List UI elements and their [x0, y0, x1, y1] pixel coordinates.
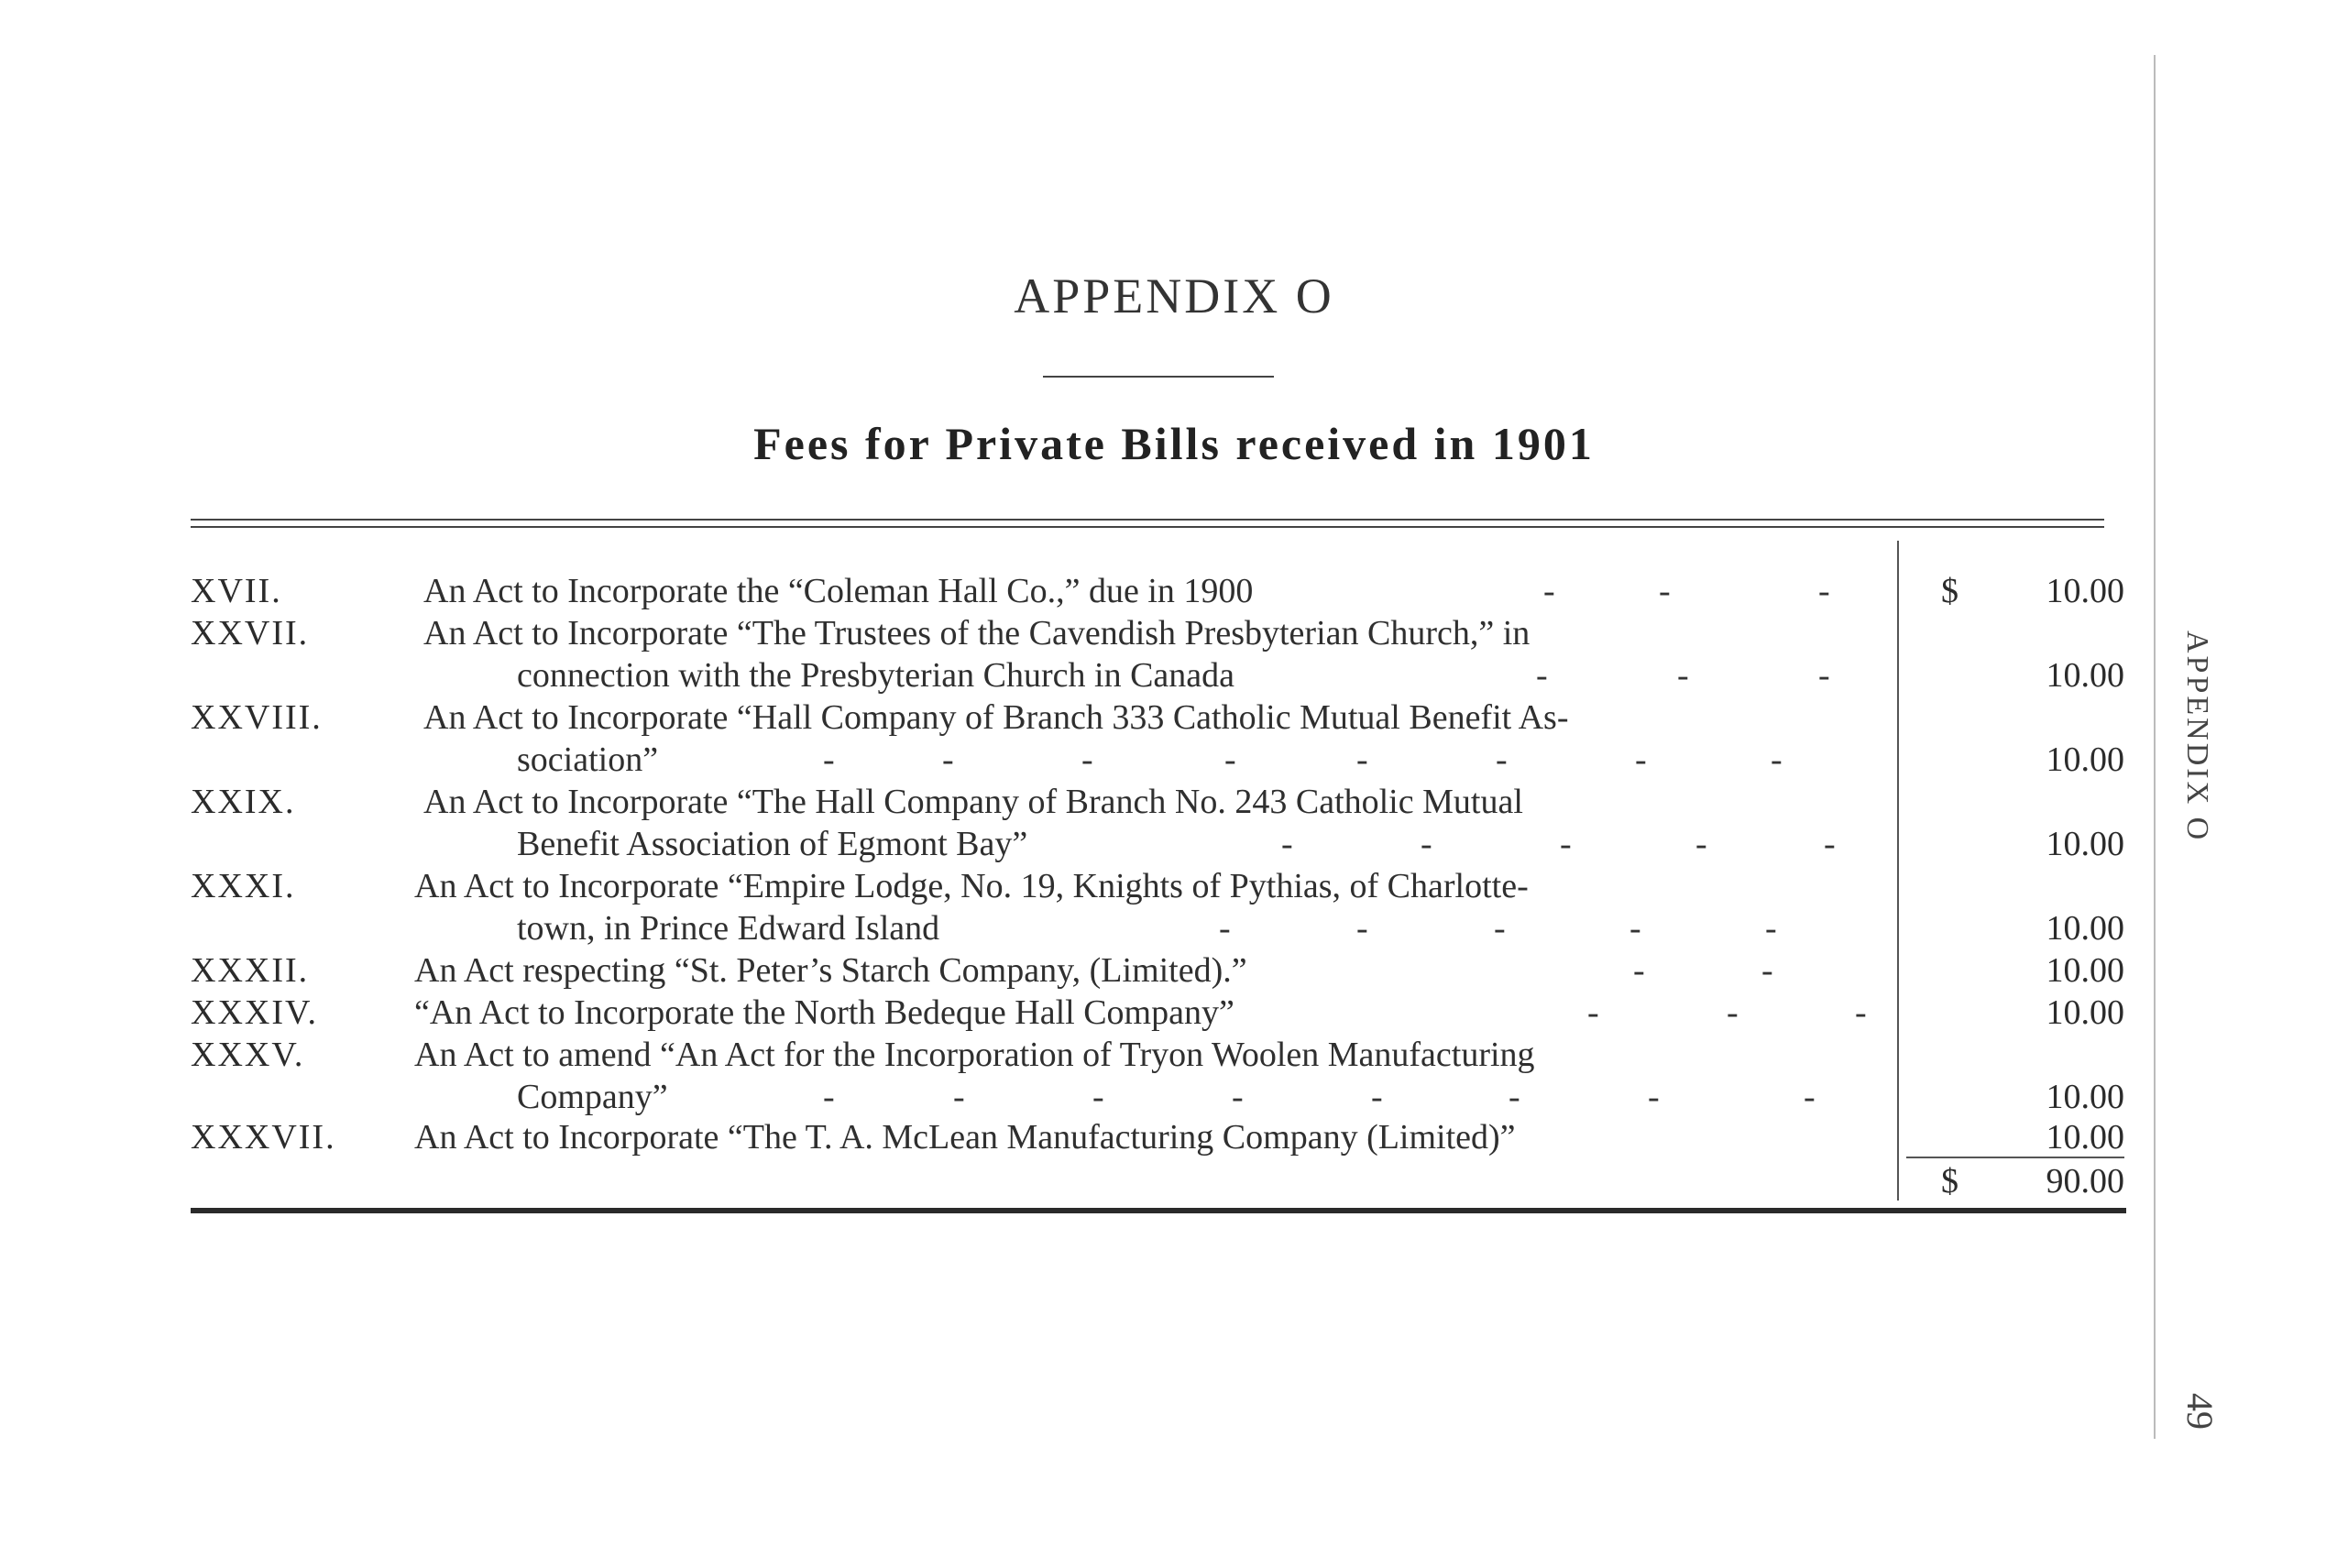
fee-amount: 10.00 [2046, 572, 2124, 610]
bill-row-continuation [0, 739, 2348, 781]
bill-title-continued: Company” [517, 1078, 668, 1116]
bill-row [0, 612, 2348, 654]
leader-dash: - [1648, 1078, 1660, 1116]
leader-dash: - [1543, 572, 1555, 610]
bill-row [0, 1116, 2348, 1158]
leader-dash: - [1727, 993, 1739, 1032]
leader-dash: - [1496, 740, 1508, 779]
leader-dash: - [1224, 740, 1236, 779]
fee-amount: 10.00 [2046, 993, 2124, 1032]
bill-number: XVII. [191, 572, 282, 610]
bill-number: XXXI. [191, 867, 296, 905]
total-row [0, 1160, 2348, 1202]
bill-title-continued: connection with the Presbyterian Church in Canada [517, 656, 1235, 695]
leader-dash: - [1421, 825, 1432, 863]
leader-dash: - [942, 740, 954, 779]
page-number: 49 [2179, 1393, 2221, 1430]
fee-amount: 10.00 [2046, 740, 2124, 779]
bill-number: XXXVII. [191, 1118, 336, 1157]
bill-row [0, 696, 2348, 739]
total-rule [1906, 1157, 2124, 1158]
fee-amount: 10.00 [2046, 825, 2124, 863]
leader-dash: - [1695, 825, 1707, 863]
bill-number: XXVIII. [191, 698, 323, 737]
bill-row [0, 865, 2348, 907]
leader-dash: - [823, 1078, 835, 1116]
side-running-header: APPENDIX O [2180, 630, 2214, 843]
bill-row [0, 781, 2348, 823]
leader-dash: - [1509, 1078, 1520, 1116]
bill-row-continuation [0, 654, 2348, 696]
bill-row [0, 992, 2348, 1034]
leader-dash: - [1633, 951, 1645, 990]
bill-title-continued: Benefit Association of Egmont Bay” [517, 825, 1028, 863]
leader-dash: - [1804, 1078, 1816, 1116]
leader-dash: - [1818, 572, 1830, 610]
leader-dash: - [1494, 909, 1506, 948]
leader-dash: - [1855, 993, 1867, 1032]
bill-title: An Act to amend “An Act for the Incorporation of Tryon Woolen Manufacturing [414, 1036, 1535, 1074]
bill-title: “An Act to Incorporate the North Bedeque Hall Company” [414, 993, 1234, 1032]
leader-dash: - [1356, 740, 1368, 779]
leader-dash: - [1092, 1078, 1104, 1116]
bill-title: An Act to Incorporate “The Trustees of the Cavendish Presbyterian Church,” in [423, 614, 1531, 652]
table-bottom-rule [191, 1208, 2126, 1213]
bill-row-continuation [0, 907, 2348, 949]
leader-dash: - [1081, 740, 1093, 779]
bill-number: XXXIV. [191, 993, 319, 1032]
total-amount: 90.00 [2046, 1162, 2124, 1201]
bill-row-continuation [0, 1076, 2348, 1118]
page-title: APPENDIX O [1014, 269, 1334, 323]
table-top-rule [191, 519, 2104, 521]
leader-dash: - [1560, 825, 1572, 863]
bill-number: XXVII. [191, 614, 310, 652]
bill-number: XXXII. [191, 951, 310, 990]
leader-dash: - [1659, 572, 1671, 610]
fee-amount: 10.00 [2046, 656, 2124, 695]
leader-dash: - [1587, 993, 1599, 1032]
bill-title: An Act to Incorporate the “Coleman Hall Co.,” due in 1900 [423, 572, 1254, 610]
leader-dash: - [1771, 740, 1783, 779]
bill-number: XXIX. [191, 783, 296, 821]
bill-title: An Act to Incorporate “Empire Lodge, No. 19, Knights of Pythias, of Charlotte- [414, 867, 1529, 905]
table-top-rule-double [191, 526, 2104, 528]
bill-title-continued: town, in Prince Edward Island [517, 909, 940, 948]
leader-dash: - [1536, 656, 1548, 695]
leader-dash: - [1818, 656, 1830, 695]
leader-dash: - [823, 740, 835, 779]
bill-row [0, 1034, 2348, 1076]
leader-dash: - [1219, 909, 1231, 948]
total-dollar-sign: $ [1941, 1162, 1958, 1201]
leader-dash: - [1761, 951, 1773, 990]
leader-dash: - [1371, 1078, 1383, 1116]
bill-row [0, 949, 2348, 992]
bill-number: XXXV. [191, 1036, 305, 1074]
leader-dash: - [1677, 656, 1689, 695]
fee-amount: 10.00 [2046, 951, 2124, 990]
fee-amount: 10.00 [2046, 909, 2124, 948]
dollar-sign: $ [1941, 572, 1958, 610]
leader-dash: - [1629, 909, 1641, 948]
bill-row [0, 570, 2348, 612]
leader-dash: - [1356, 909, 1368, 948]
leader-dash: - [1635, 740, 1647, 779]
leader-dash: - [1765, 909, 1777, 948]
leader-dash: - [953, 1078, 965, 1116]
fee-amount: 10.00 [2046, 1118, 2124, 1157]
title-underline [1043, 376, 1274, 378]
leader-dash: - [1232, 1078, 1244, 1116]
bill-title: An Act to Incorporate “The T. A. McLean Manufacturing Company (Limited)” [414, 1118, 1516, 1157]
fee-amount: 10.00 [2046, 1078, 2124, 1116]
page-subtitle: Fees for Private Bills received in 1901 [753, 418, 1595, 469]
bill-title: An Act to Incorporate “The Hall Company of Branch No. 243 Catholic Mutual [423, 783, 1523, 821]
leader-dash: - [1281, 825, 1293, 863]
bill-row-continuation [0, 823, 2348, 865]
bill-title: An Act respecting “St. Peter’s Starch Company, (Limited).” [414, 951, 1247, 990]
bill-title: An Act to Incorporate “Hall Company of Branch 333 Catholic Mutual Benefit As- [423, 698, 1569, 737]
bill-title-continued: sociation” [517, 740, 659, 779]
leader-dash: - [1824, 825, 1836, 863]
